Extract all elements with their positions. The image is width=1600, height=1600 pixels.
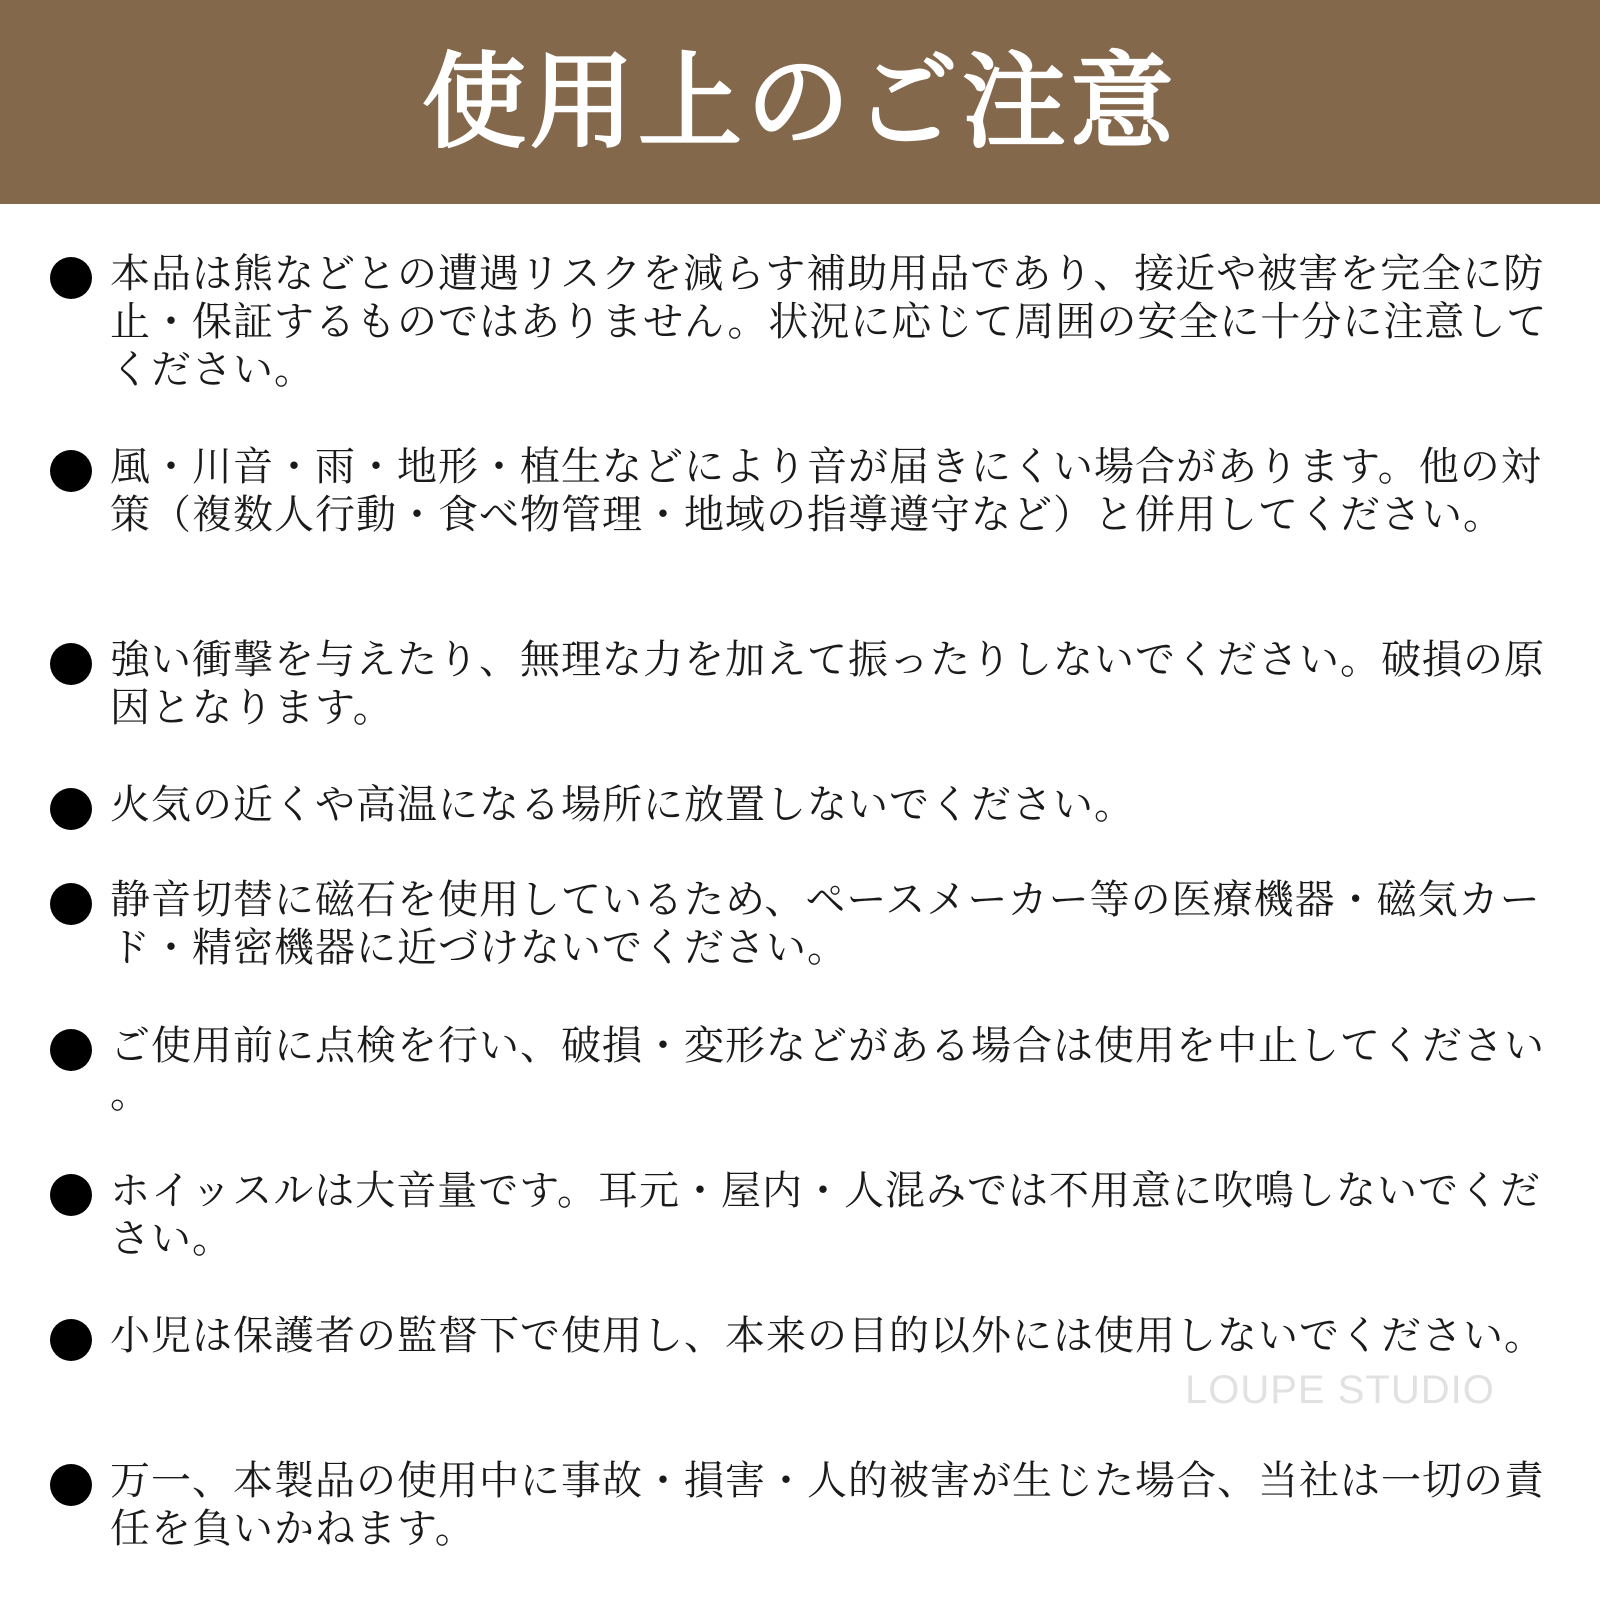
caution-item (50, 443, 1555, 539)
caution-text: 火気の近くや高温になる場所に放置しないでください。 (110, 782, 1135, 828)
caution-text: 強い衝撃を与えたり、無理な力を加えて振ったりしないでください。破損の原因となります。 (110, 637, 1545, 731)
bullet-icon (50, 257, 92, 299)
bullet-icon (50, 1319, 92, 1361)
caution-item (50, 1167, 1555, 1263)
caution-item (50, 781, 1555, 830)
bullet-icon (50, 1029, 92, 1071)
bullet-icon (50, 1464, 92, 1506)
caution-text: 風・川音・雨・地形・植生などにより音が届きにくい場合があります。他の対策（複数人行動・食べ物管理・地域の指導遵守など）と併用してください。 (110, 444, 1542, 538)
bullet-icon (50, 883, 92, 925)
caution-list (50, 250, 1555, 1550)
bullet-icon (50, 450, 92, 492)
caution-text: 万一、本製品の使用中に事故・損害・人的被害が生じた場合、当社は一切の責任を負いかねます。 (110, 1458, 1545, 1552)
caution-item (50, 1312, 1555, 1361)
caution-text: 静音切替に磁石を使用しているため、ペースメーカー等の医療機器・磁気カード・精密機器に近づけないでください。 (110, 877, 1541, 971)
caution-text: 本品は熊などとの遭遇リスクを減らす補助用品であり、接近や被害を完全に防止・保証するものではありません。状況に応じて周囲の安全に十分に注意してください。 (110, 251, 1548, 393)
caution-item (50, 1022, 1555, 1118)
caution-item (50, 636, 1555, 732)
caution-item (50, 1457, 1555, 1553)
caution-text: 小児は保護者の監督下で使用し、本来の目的以外には使用しないでください。 (110, 1313, 1545, 1359)
page-title: 使用上のご注意 (421, 41, 1178, 163)
bullet-icon (50, 788, 92, 830)
caution-text: ホイッスルは大音量です。耳元・屋内・人混みでは不用意に吹鳴しないでください。 (110, 1168, 1541, 1262)
bullet-icon (50, 643, 92, 685)
header-banner (0, 0, 1600, 204)
bullet-icon (50, 1174, 92, 1216)
caution-item (50, 250, 1555, 394)
caution-text: ご使用前に点検を行い、破損・変形などがある場合は使用を中止してください。 (110, 1023, 1545, 1117)
caution-item (50, 876, 1555, 972)
studio-watermark: LOUPE STUDIO (1185, 1368, 1495, 1412)
